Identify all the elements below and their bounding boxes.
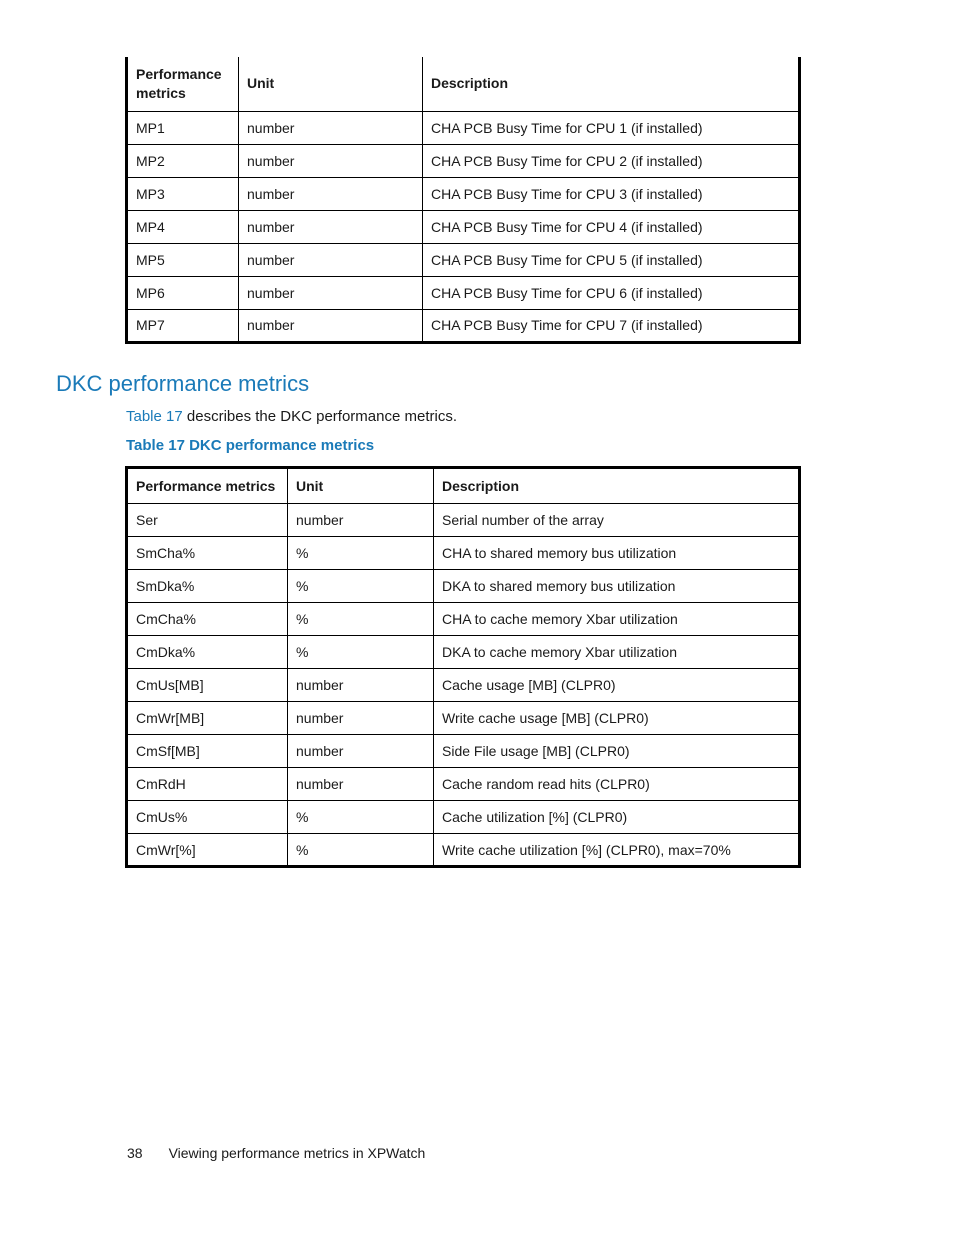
table-cell: CHA PCB Busy Time for CPU 4 (if installed) — [423, 210, 800, 243]
table-row — [127, 177, 800, 210]
table-body — [127, 504, 800, 867]
intro-paragraph — [126, 408, 457, 425]
table-cell: CmWr[%] — [127, 834, 288, 867]
table-cell: SmCha% — [127, 537, 288, 570]
table-cell: number — [288, 669, 434, 702]
table-cell: number — [239, 111, 423, 144]
table-cell: CHA PCB Busy Time for CPU 2 (if installed) — [423, 144, 800, 177]
table-row — [127, 537, 800, 570]
table-cell: % — [288, 603, 434, 636]
table-cell: MP1 — [127, 111, 239, 144]
table-cell: CmWr[MB] — [127, 702, 288, 735]
table-cell: Side File usage [MB] (CLPR0) — [434, 735, 800, 768]
table-cell: CHA PCB Busy Time for CPU 7 (if installed) — [423, 309, 800, 342]
table-row — [127, 111, 800, 144]
dkc-metrics-table — [125, 466, 801, 868]
table-cell: CHA PCB Busy Time for CPU 3 (if installed) — [423, 177, 800, 210]
table-cell: CmUs% — [127, 801, 288, 834]
table-cell: number — [239, 144, 423, 177]
table-cell: DKA to cache memory Xbar utilization — [434, 636, 800, 669]
footer-title: Viewing performance metrics in XPWatch — [168, 1145, 426, 1161]
table-cell: CHA to shared memory bus utilization — [434, 537, 800, 570]
table-cell: Cache usage [MB] (CLPR0) — [434, 669, 800, 702]
column-header: Description — [423, 57, 800, 111]
table-cell: % — [288, 834, 434, 867]
table-cell: number — [239, 309, 423, 342]
table-cell: % — [288, 570, 434, 603]
table-row — [127, 210, 800, 243]
table-cell: Ser — [127, 504, 288, 537]
table-row — [127, 276, 800, 309]
table-cell: SmDka% — [127, 570, 288, 603]
intro-text: describes the DKC performance metrics. — [182, 408, 457, 425]
cha-metrics-table — [125, 57, 801, 344]
table-row — [127, 768, 800, 801]
table-cell: number — [239, 177, 423, 210]
section-heading: DKC performance metrics — [56, 371, 310, 396]
table-cell: CHA PCB Busy Time for CPU 6 (if installed) — [423, 276, 800, 309]
table-cell: MP5 — [127, 243, 239, 276]
table-cell: CmRdH — [127, 768, 288, 801]
table-cell: number — [239, 276, 423, 309]
table-cell: number — [288, 504, 434, 537]
table-cell: MP2 — [127, 144, 239, 177]
table-row — [127, 669, 800, 702]
table-row — [127, 570, 800, 603]
table-cell: number — [239, 243, 423, 276]
table-cell: MP6 — [127, 276, 239, 309]
table-row — [127, 735, 800, 768]
table-body — [127, 111, 800, 342]
table-row — [127, 144, 800, 177]
table-cell: Write cache utilization [%] (CLPR0), max=70% — [434, 834, 800, 867]
table-cell: number — [288, 768, 434, 801]
table-cell: CmCha% — [127, 603, 288, 636]
page-number: 38 — [127, 1145, 143, 1161]
table-row — [127, 504, 800, 537]
table-cell: CHA to cache memory Xbar utilization — [434, 603, 800, 636]
table-cell: CHA PCB Busy Time for CPU 1 (if installed) — [423, 111, 800, 144]
table-header-row — [127, 57, 800, 111]
table-cell: Cache random read hits (CLPR0) — [434, 768, 800, 801]
table-cell: MP4 — [127, 210, 239, 243]
table-cell: CmUs[MB] — [127, 669, 288, 702]
column-header: Unit — [288, 468, 434, 504]
table-cell: number — [239, 210, 423, 243]
table-cell: DKA to shared memory bus utilization — [434, 570, 800, 603]
table-cell: % — [288, 636, 434, 669]
column-header: Performance metrics — [127, 57, 239, 111]
table-caption: Table 17 DKC performance metrics — [126, 437, 375, 454]
table-cell: Serial number of the array — [434, 504, 800, 537]
column-header: Unit — [239, 57, 423, 111]
table-row — [127, 801, 800, 834]
table-cell: MP7 — [127, 309, 239, 342]
table-cell: Cache utilization [%] (CLPR0) — [434, 801, 800, 834]
table-row — [127, 702, 800, 735]
table-cell: number — [288, 735, 434, 768]
table-cell: number — [288, 702, 434, 735]
page-footer — [127, 1145, 425, 1161]
table-cell: % — [288, 801, 434, 834]
table-row — [127, 603, 800, 636]
table-cell: CmSf[MB] — [127, 735, 288, 768]
table-row — [127, 834, 800, 867]
column-header: Description — [434, 468, 800, 504]
table-row — [127, 243, 800, 276]
table-cell: % — [288, 537, 434, 570]
column-header: Performance metrics — [127, 468, 288, 504]
table-row — [127, 309, 800, 342]
table-reference-link[interactable]: Table 17 — [126, 408, 183, 425]
table-header-row — [127, 468, 800, 504]
table-cell: CmDka% — [127, 636, 288, 669]
table-cell: MP3 — [127, 177, 239, 210]
table-cell: CHA PCB Busy Time for CPU 5 (if installed) — [423, 243, 800, 276]
table-cell: Write cache usage [MB] (CLPR0) — [434, 702, 800, 735]
table-row — [127, 636, 800, 669]
